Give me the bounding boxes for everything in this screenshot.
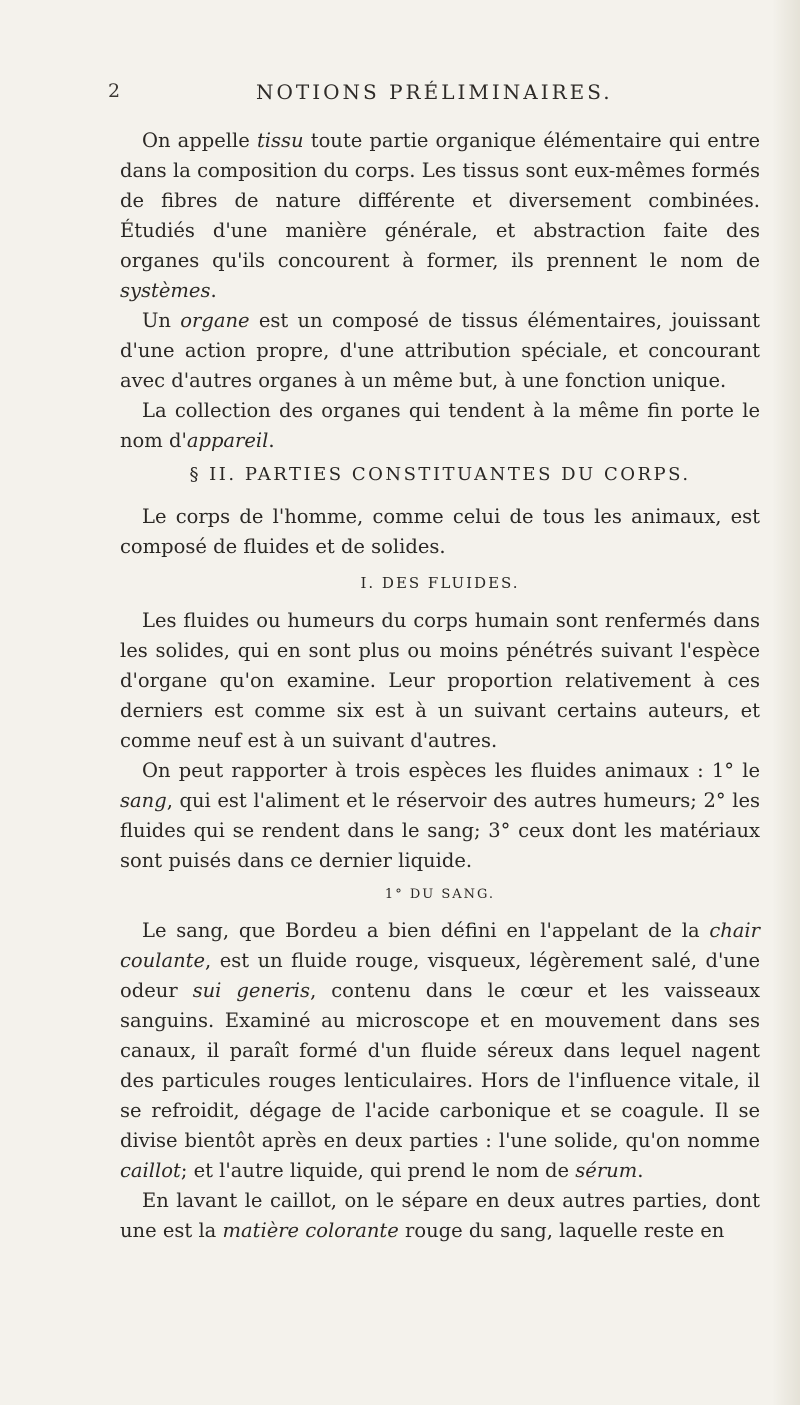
section-heading: § II. PARTIES CONSTITUANTES DU CORPS.: [189, 464, 691, 485]
paragraph-corps: Le corps de l'homme, comme celui de tous les animaux, est composé de fluides et de solides.: [120, 505, 760, 558]
subheading-fluides: I. DES FLUIDES.: [360, 574, 520, 592]
paragraph-organe: Un organe est un composé de tissus élémentaires, jouissant d'une action propre, d'une attribution spéciale, et concourant avec d'autres organes à un même but, à une fonction unique.: [120, 309, 760, 392]
paragraph-especes: On peut rapporter à trois espèces les fluides animaux : 1° le sang, qui est l'aliment et le réservoir des autres humeurs; 2° les fluides qui se rendent dans le sang; 3° ceux dont les matériaux sont puisés dans ce dernier liquide.: [120, 759, 760, 872]
subheading-sang: 1° DU SANG.: [384, 887, 496, 902]
paragraph-appareil: La collection des organes qui tendent à la même fin porte le nom d'appareil.: [120, 399, 760, 452]
term-chair-coulante: chair coulante: [120, 919, 760, 972]
paragraph-caillot: En lavant le caillot, on le sépare en deux autres parties, dont une est la matière colorante rouge du sang, laquelle reste en: [120, 1189, 760, 1242]
page-edge-shadow: [772, 0, 800, 1405]
term-organe: organe: [180, 309, 250, 332]
term-appareil: appareil: [186, 429, 269, 452]
paragraph-fluides: Les fluides ou humeurs du corps humain sont renfermés dans les solides, qui en sont plus ou moins pénétrés suivant l'espèce d'organe qu'on examine. Leur proportion relativement à ces derniers est comme six est à un suivant certains auteurs, et comme neuf est à un suivant d'autres.: [120, 609, 760, 752]
term-serum: sérum: [575, 1159, 638, 1182]
term-sang: sang: [120, 789, 167, 812]
term-matiere-colorante: matière colorante: [222, 1219, 399, 1242]
paragraph-tissu: On appelle tissu toute partie organique élémentaire qui entre dans la composition du corps. Les tissus sont eux-mêmes formés de fibres de nature différente et diversement combinées. Étudiés d'une manière générale, et abstraction faite des organes qu'ils concourent à former, ils prennent le nom de systèmes.: [120, 129, 760, 302]
running-title: NOTIONS PRÉLIMINAIRES.: [256, 80, 613, 104]
page-body: [120, 126, 760, 1246]
page-header: [108, 80, 708, 108]
term-sui-generis: sui generis: [192, 979, 311, 1002]
paragraph-sang: Le sang, que Bordeu a bien défini en l'appelant de la chair coulante, est un fluide rouge, visqueux, légèrement salé, d'une odeur sui generis, contenu dans le cœur et les vaisseaux sanguins. Examiné au microscope et en mouvement dans ses canaux, il paraît formé d'un fluide séreux dans lequel nagent des particules rouges lenticulaires. Hors de l'influence vitale, il se refroidit, dégage de l'acide carbonique et se coagule. Il se divise bientôt après en deux parties : l'une solide, qu'on nomme caillot; et l'autre liquide, qui prend le nom de sérum.: [120, 919, 760, 1182]
term-tissu: tissu: [256, 129, 304, 152]
term-systemes: systèmes: [120, 279, 211, 302]
term-caillot: caillot: [120, 1159, 181, 1182]
page-number: 2: [108, 80, 121, 102]
